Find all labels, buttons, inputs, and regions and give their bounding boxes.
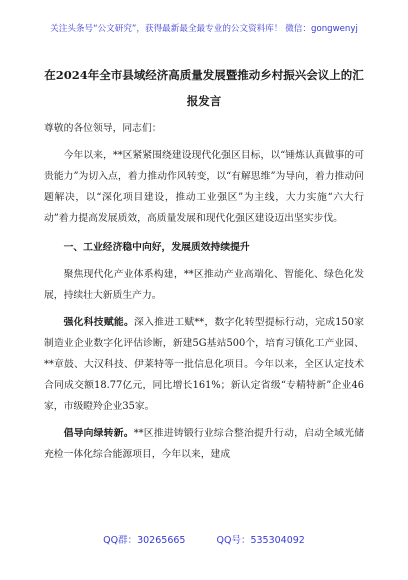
section-heading-1: 一、工业经济稳中向好，发展质效持续提升 [63,242,250,253]
document-body [44,112,364,465]
qq-number: QQ号：535304092 [216,535,305,546]
section-1-paragraph: 聚焦现代化产业体系构建，**区推动产业高端化、智能化、绿色化发展，持续壮大新质生产力。 [44,269,364,301]
qq-group: QQ群：30265665 [103,535,186,546]
item-2-body: **区推进铸锻行业综合整治提升行动，启动全域光储充检一体化综合能源项目，今年以来，建成 [44,428,365,460]
intro-paragraph: 今年以来，**区紧紧围绕建设现代化强区目标，以“锤炼认真做事的可贵能力”为切入点，着力推动作风转变，以“有解思维”为导向，着力推动问题解决，以“深化项目建设，推动工业强区”为主线，大力实施“六大行动”着力提高发展质效，高质量发展和现代化强区建设迈出坚实步伐。 [44,150,364,224]
greeting: 尊敬的各位领导，同志们： [44,123,162,134]
header-banner: 关注头条号“公文研究”，获得最新最全最专业的公文资料库！ 微信：gongwenyj [50,24,358,34]
item-1-lead: 强化科技赋能。 [63,317,135,328]
item-2-lead: 倡导向绿转新。 [63,428,134,439]
item-1-paragraph [44,312,364,417]
item-1-body: 深入推进工赋**，数字化转型提标行动，完成150家制造业企业数字化评估诊断，新建5G基站500个，培育习镇化工产业园、**章鼓、大汉科技、伊莱特等一批信息化项目。今年以来，全区认定技术合同成交额18.77亿元，同比增长161%；新认定省级“专精特新”企业46家，市级瞪羚企业35家。 [44,317,365,412]
footer-banner [0,532,408,546]
document-title: 在2024年全市县域经济高质量发展暨推动乡村振兴会议上的汇报发言 [44,68,364,108]
item-2-paragraph [44,423,364,465]
